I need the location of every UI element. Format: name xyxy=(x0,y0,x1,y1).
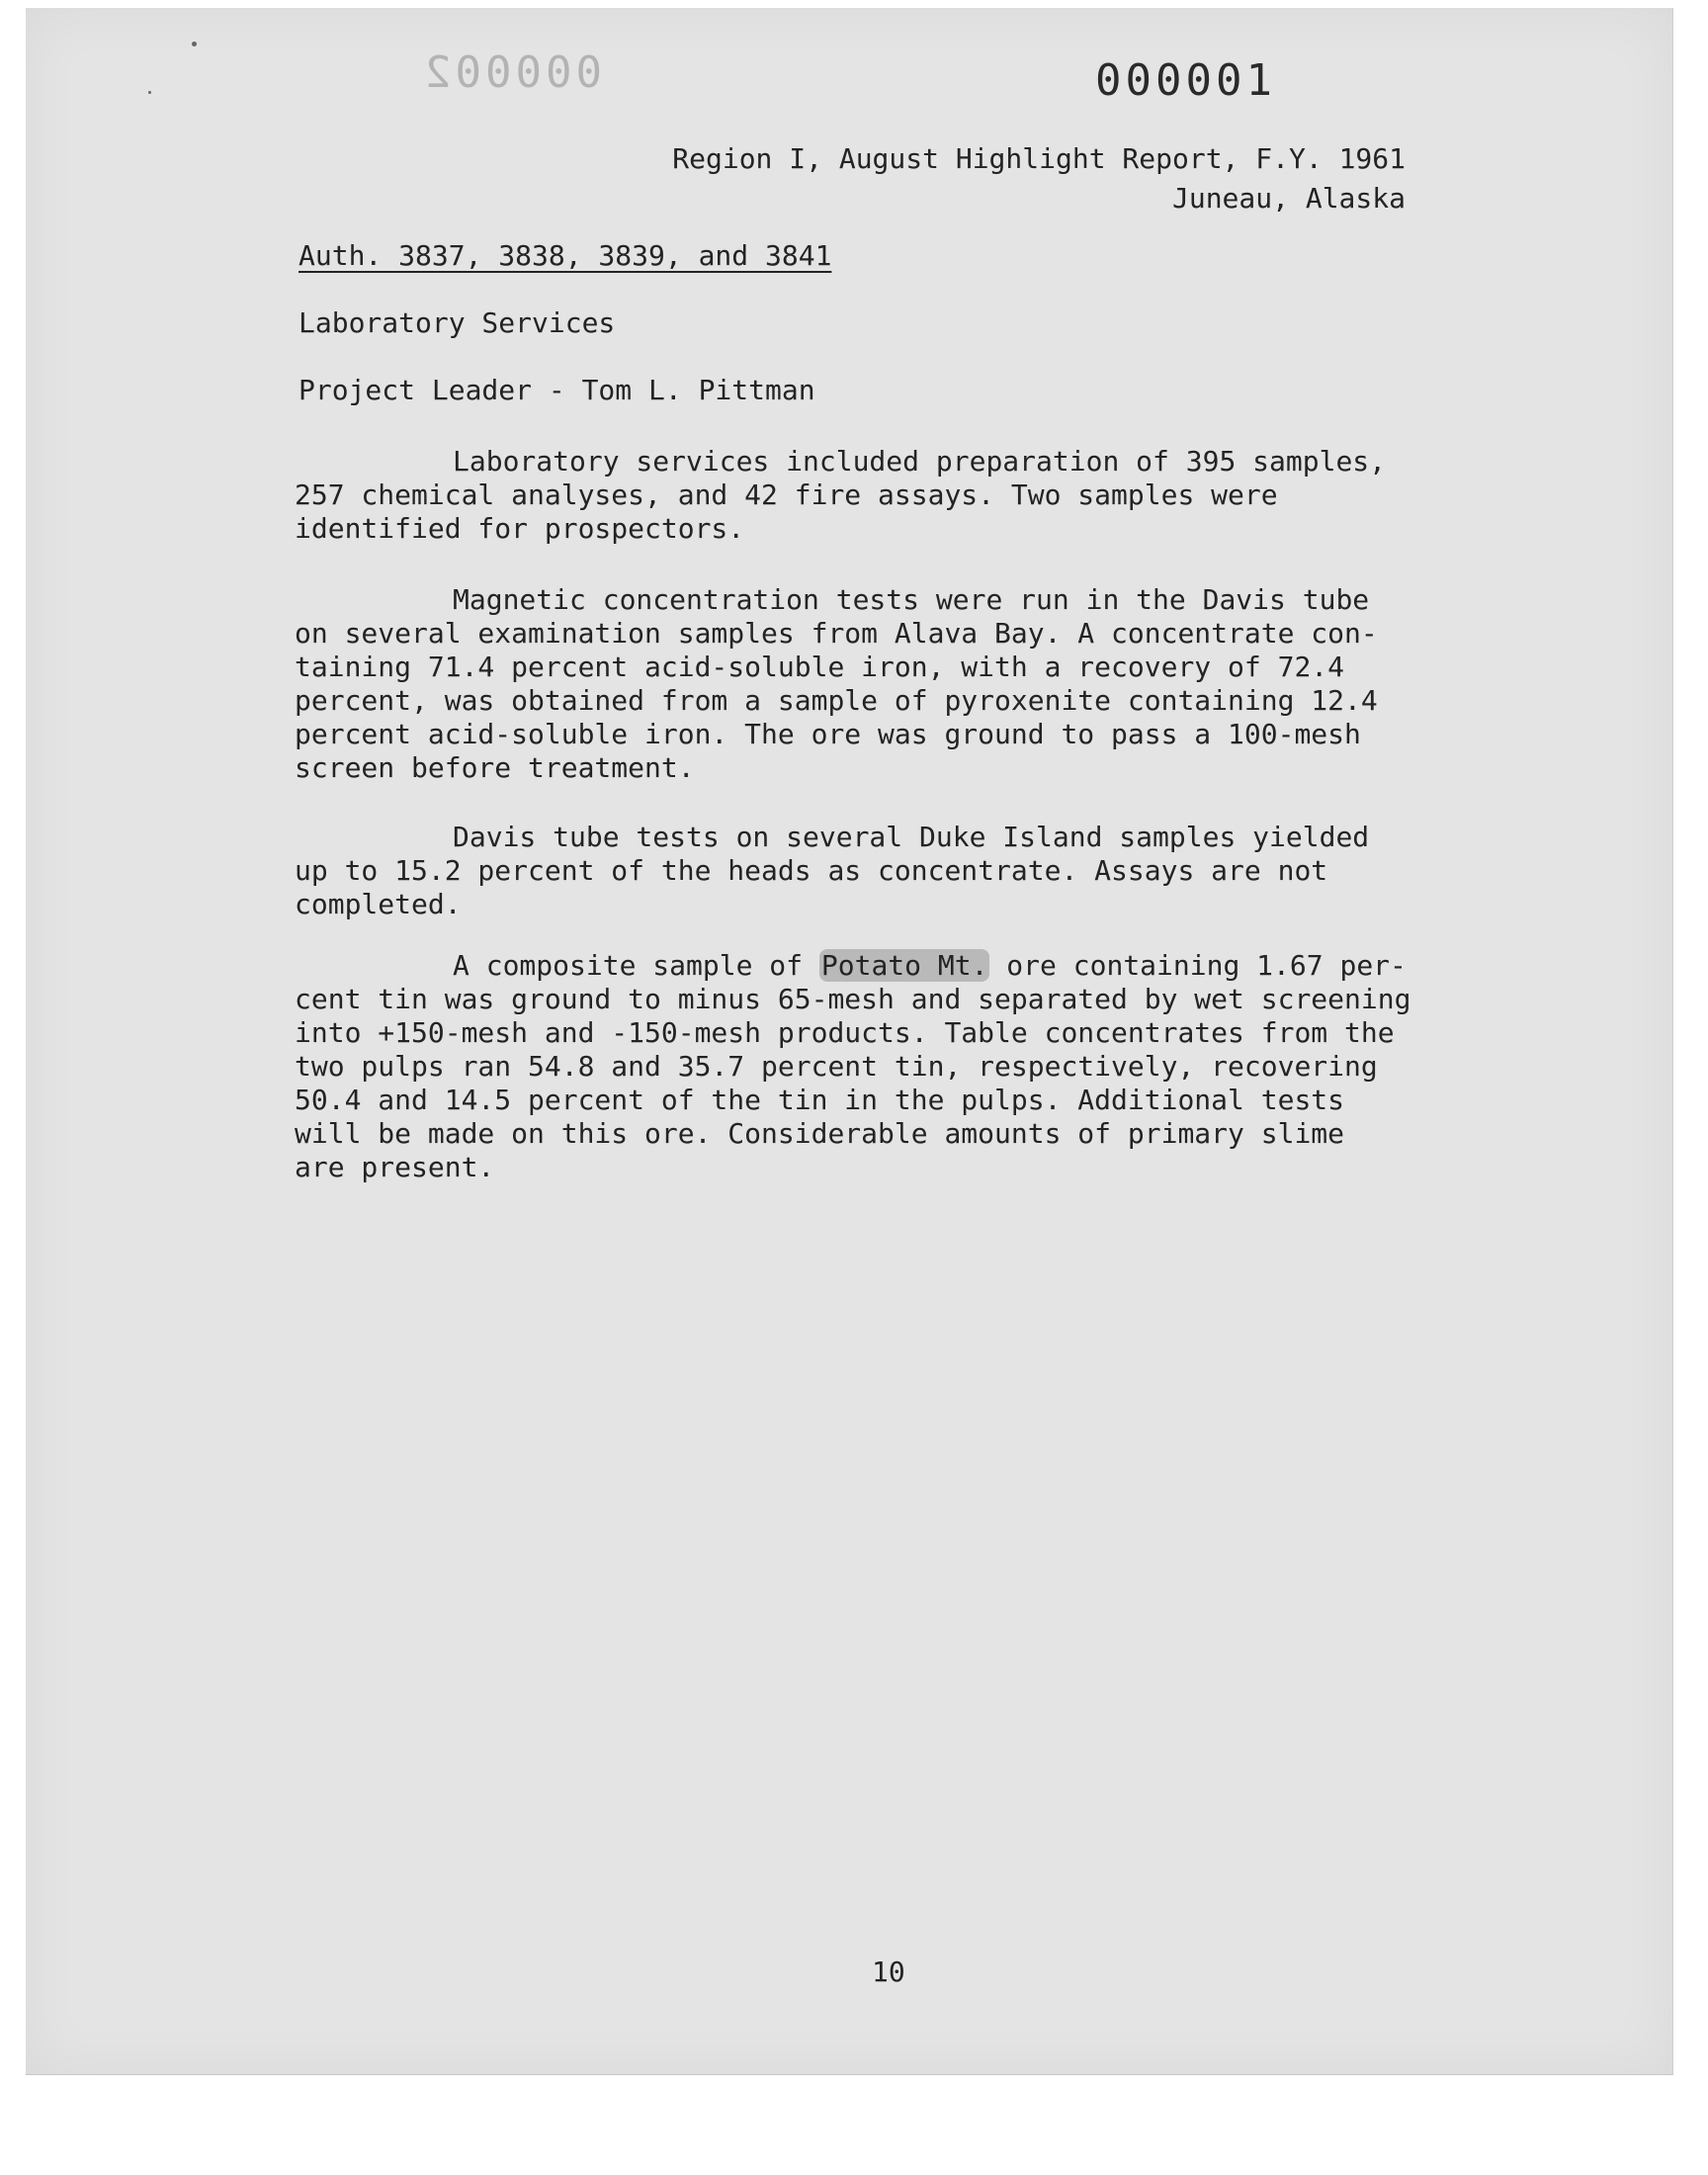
paragraph-line: identified for prospectors. xyxy=(295,512,745,545)
page-stamp-number: 000001 xyxy=(1095,55,1276,106)
speck-mark xyxy=(192,42,197,46)
paragraph-line: Laboratory services included preparation of 395 samples, xyxy=(453,445,1387,478)
paragraph-line: percent acid-soluble iron. The ore was ground to pass a 100-mesh xyxy=(295,718,1361,750)
paragraph-line: 50.4 and 14.5 percent of the tin in the pulps. Additional tests xyxy=(295,1084,1345,1116)
paragraph-line: two pulps ran 54.8 and 35.7 percent tin, respectively, recovering xyxy=(295,1050,1378,1083)
paragraph-line: 257 chemical analyses, and 42 fire assays. Two samples were xyxy=(295,478,1278,511)
speck-mark xyxy=(148,91,151,94)
report-title: Region I, August Highlight Report, F.Y. 1961 xyxy=(672,142,1406,175)
paragraph-line xyxy=(295,949,1421,983)
report-location: Juneau, Alaska xyxy=(1171,182,1406,215)
text-run: A composite sample of xyxy=(453,949,819,982)
paragraph-line: screen before treatment. xyxy=(295,751,695,784)
bleed-through-stamp: 000002 xyxy=(421,47,602,98)
page-number: 10 xyxy=(872,1956,905,1988)
highlighted-text: Potato Mt. xyxy=(820,949,988,982)
text-run: ore containing 1.67 per- xyxy=(989,949,1407,982)
paragraph-line: are present. xyxy=(295,1151,495,1183)
paragraph-line: will be made on this ore. Considerable amounts of primary slime xyxy=(295,1117,1345,1150)
paragraph-line: cent tin was ground to minus 65-mesh and separated by wet screening xyxy=(295,983,1411,1015)
section-title: Laboratory Services xyxy=(299,306,616,339)
paragraph-line: up to 15.2 percent of the heads as concentrate. Assays are not xyxy=(295,854,1328,887)
paragraph-line: on several examination samples from Alava Bay. A concentrate con- xyxy=(295,617,1378,650)
paragraph-line: Magnetic concentration tests were run in the Davis tube xyxy=(453,583,1370,616)
authorization-heading: Auth. 3837, 3838, 3839, and 3841 xyxy=(299,239,832,272)
paragraph-line: percent, was obtained from a sample of pyroxenite containing 12.4 xyxy=(295,684,1378,717)
paragraph-duke-island xyxy=(295,821,1421,921)
paragraph-line: Davis tube tests on several Duke Island samples yielded xyxy=(453,821,1370,853)
paragraph-line: into +150-mesh and -150-mesh products. Table concentrates from the xyxy=(295,1016,1395,1049)
paragraph-lab-services xyxy=(295,445,1421,546)
paragraph-line: taining 71.4 percent acid-soluble iron, with a recovery of 72.4 xyxy=(295,651,1345,683)
paragraph-line: completed. xyxy=(295,888,462,920)
project-leader: Project Leader - Tom L. Pittman xyxy=(299,374,815,406)
paragraph-potato-mt xyxy=(295,949,1421,1184)
paragraph-magnetic-tests xyxy=(295,583,1421,785)
